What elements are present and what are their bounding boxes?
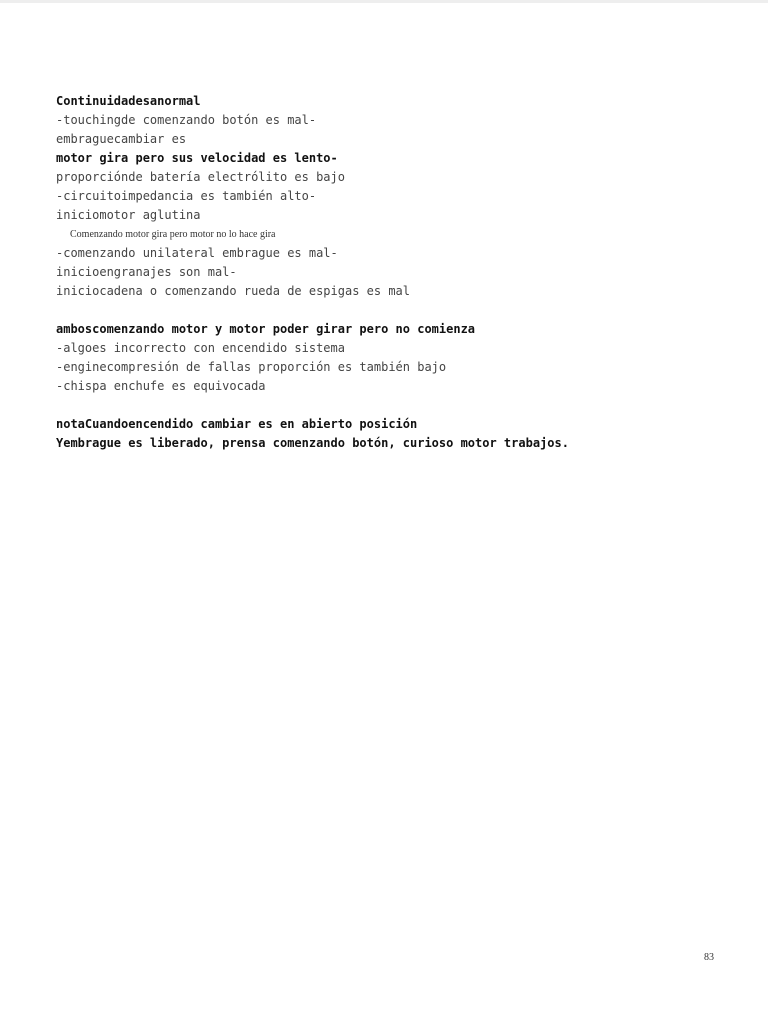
text-line: -algoes incorrecto con encendido sistema: [56, 341, 345, 355]
text-line: Comenzando motor gira pero motor no lo hace gira: [70, 229, 276, 240]
text-line: -comenzando unilateral embrague es mal-: [56, 246, 338, 260]
note-text: Yembrague es liberado, prensa comenzando botón, curioso motor trabajos.: [56, 436, 569, 450]
page-number: 83: [704, 952, 714, 963]
spacer: [56, 396, 716, 415]
text-line: -touchingde comenzando botón es mal-: [56, 113, 317, 127]
document-body: [56, 92, 716, 453]
text-line: -circuitoimpedancia es también alto-: [56, 189, 317, 203]
text-line: iniciocadena o comenzando rueda de espigas es mal: [56, 284, 411, 298]
text-line: proporciónde batería electrólito es bajo: [56, 170, 345, 184]
text-line: -enginecompresión de fallas proporción es también bajo: [56, 360, 447, 374]
text-line: -chispa enchufe es equivocada: [56, 379, 266, 393]
spacer: [56, 301, 716, 320]
top-rule: [0, 0, 768, 3]
text-line: embraguecambiar es: [56, 132, 187, 146]
section-heading-continuity: Continuidadesanormal: [56, 94, 201, 108]
note-line: notaCuandoencendido cambiar es en abierto posición: [56, 417, 418, 431]
text-line: iniciomotor aglutina: [56, 208, 201, 222]
text-line: motor gira pero sus velocidad es lento-: [56, 151, 338, 165]
section-heading-no-start: amboscomenzando motor y motor poder girar pero no comienza: [56, 322, 476, 336]
text-line: inicioengranajes son mal-: [56, 265, 237, 279]
